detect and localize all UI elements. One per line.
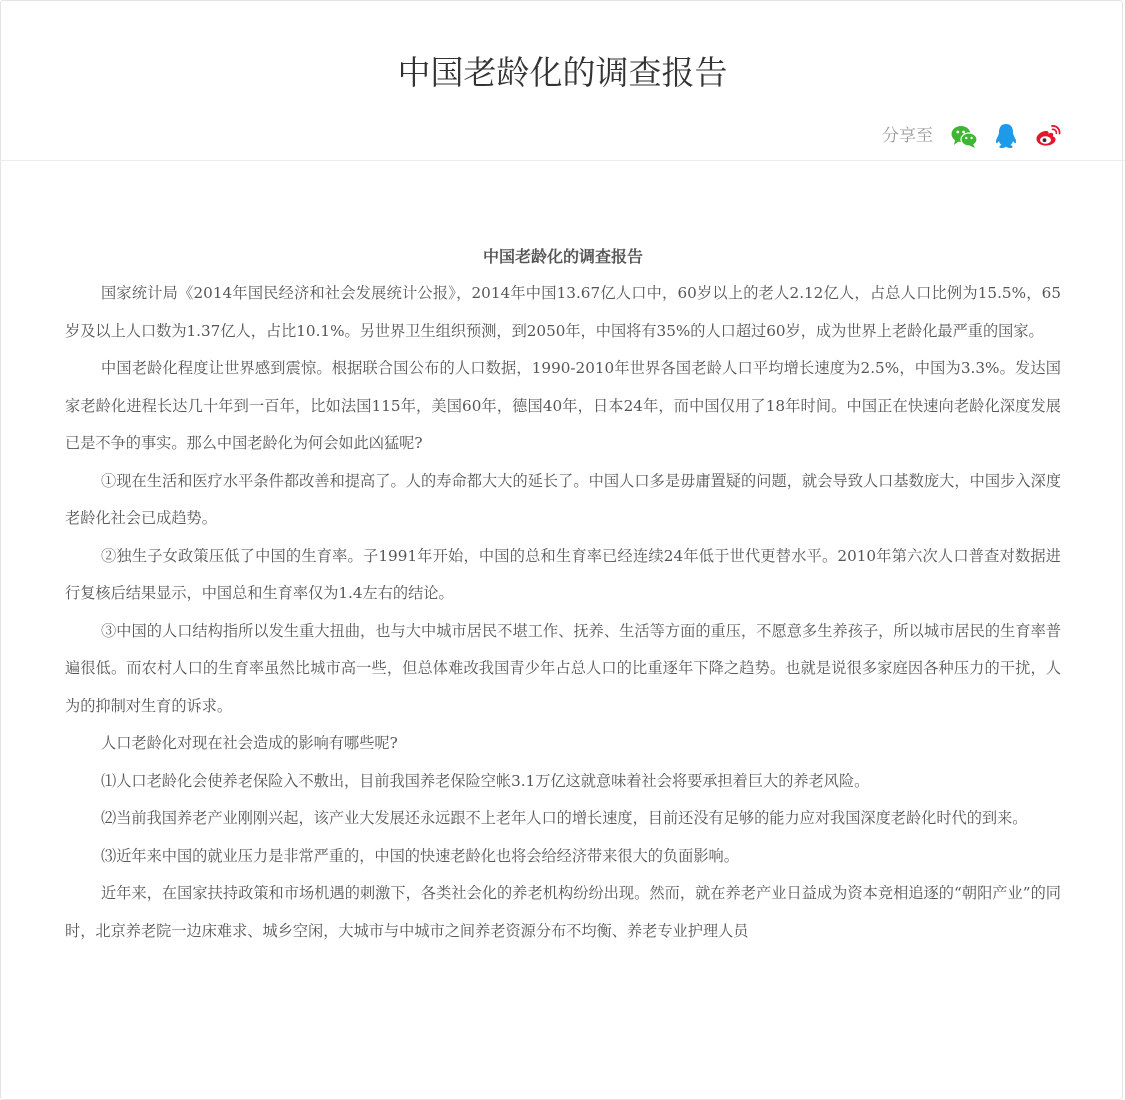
qq-icon (992, 122, 1020, 150)
paragraph: ⑴人口老龄化会使养老保险入不敷出，目前我国养老保险空帐3.1万亿这就意味着社会将要承担着巨大的养老风险。 (101, 771, 870, 790)
page-header (0, 0, 1125, 161)
wechat-icon (950, 122, 978, 150)
paragraph: 中国老龄化程度让世界感到震惊。根据联合国公布的人口数据，1990-2010年世界各国老龄人口平均增长速度为2.5%，中国为3.3%。发达国家老龄化进程长达几十年到一百年，比如法国115年，美国60年，德国40年，日本24年，而中国仅用了18年时间。中国正在快速向老龄化深度发展已是不争的事实。那么中国老龄化为何会如此凶猛呢? (65, 359, 1061, 452)
share-wechat-button[interactable] (950, 122, 978, 150)
paragraph: ⑶近年来中国的就业压力是非常严重的，中国的快速老龄化也将会给经济带来很大的负面影响。 (101, 846, 739, 865)
page-title: 中国老龄化的调查报告 (397, 53, 728, 92)
share-weibo-button[interactable] (1034, 122, 1062, 150)
paragraph: ⑵当前我国养老产业刚刚兴起，该产业大发展还永远跟不上老年人口的增长速度，目前还没有足够的能力应对我国深度老龄化时代的到来。 (101, 809, 1028, 827)
share-qq-button[interactable] (992, 122, 1020, 150)
paragraph: 人口老龄化对现在社会造成的影响有哪些呢? (101, 734, 398, 752)
paragraph: ②独生子女政策压低了中国的生育率。子1991年开始，中国的总和生育率已经连续24年低于世代更替水平。2010年第六次人口普查对数据进行复核后结果显示，中国总和生育率仅为1.4左右的结论。 (65, 546, 1061, 602)
article-heading: 中国老龄化的调查报告 (482, 247, 643, 266)
paragraph: ①现在生活和医疗水平条件都改善和提高了。人的寿命都大大的延长了。中国人口多是毋庸置疑的问题，就会导致人口基数庞大，中国步入深度老龄化社会已成趋势。 (65, 471, 1061, 527)
paragraph: 近年来，在国家扶持政策和市场机遇的刺激下，各类社会化的养老机构纷纷出现。然而，就在养老产业日益成为资本竞相追逐的“朝阳产业”的同时，北京养老院一边床难求、城乡空闲，大城市与中城市之间养老资源分布不均衡、养老专业护理人员 (65, 884, 1061, 940)
paragraph: ③中国的人口结构指所以发生重大扭曲，也与大中城市居民不堪工作、抚养、生活等方面的重压，不愿意多生养孩子，所以城市居民的生育率普遍很低。而农村人口的生育率虽然比城市高一些，但总体难改我国青少年占总人口的比重逐年下降之趋势。也就是说很多家庭因各种压力的干扰，人为的抑制对生育的诉求。 (65, 621, 1061, 715)
article-body (65, 239, 1061, 950)
weibo-icon (1034, 122, 1062, 150)
share-label: 分享至 (882, 126, 933, 146)
paragraph: 国家统计局《2014年国民经济和社会发展统计公报》，2014年中国13.67亿人口中，60岁以上的老人2.12亿人，占总人口比例为15.5%，65岁及以上人口数为1.37亿人，占比10.1%。另世界卫生组织预测，到2050年，中国将有35%的人口超过60岁，成为世界上老龄化最严重的国家。 (65, 284, 1061, 340)
